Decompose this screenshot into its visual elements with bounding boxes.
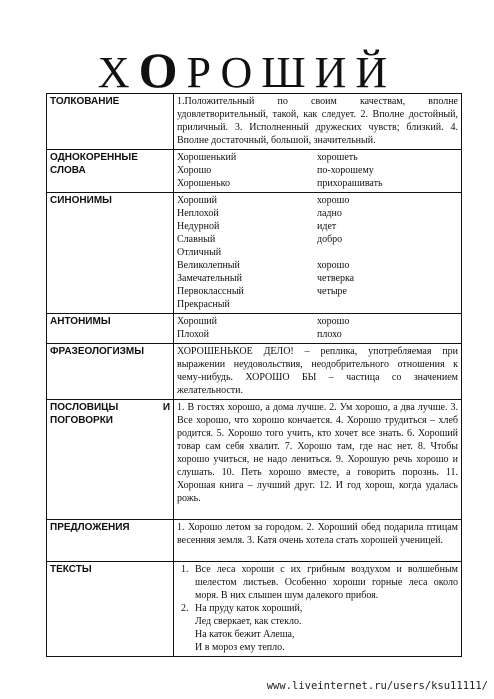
word: четверка [317,273,355,284]
word-pair [177,233,458,246]
word-pair [177,259,458,272]
word: Славный [177,234,216,245]
word-pair [177,207,458,220]
row-label: АНТОНИМЫ [47,314,174,344]
word-pair [177,164,458,177]
synonyms-list [174,193,462,314]
word: прихорашивать [317,178,383,189]
word: идет [317,221,337,232]
row-label [47,400,174,520]
word [317,298,458,311]
text-item: 1. Все леса хороши с их грибным воздухом и волшебным шелестом листьев. Особенно хороши горные леса около моря. В них слышен шум далекого прибоя. [191,563,458,602]
label-word: И [162,402,170,413]
poem-line: Лед сверкает, как стекло. [195,616,302,627]
word: четыре [317,286,347,297]
interpretation-text: 1.Положительный по своим качествам, вполне удовлетворительный, такой, как следует. 2. Вполне достойный, приличный. 3. Исполненный дружеских чувств; близкий. 4. Вполне достаточный, большой, значительный. [174,94,462,150]
poem-line: И в мороз ему тепло. [195,642,285,653]
word: ладно [317,208,342,219]
word: плохо [317,329,342,340]
word: Хорошо [177,165,212,176]
poem [177,615,458,654]
word: хорошо [317,316,350,327]
proverbs-text: 1. В гостях хорошо, а дома лучше. 2. Ум хорошо, а два лучше. 3. Все хорошо, что хорошо кончается. 4. Хорошо трудиться – хлеб родится. 5. Хорошо того учить, кто хочет все знать. 6. Хороший товар сам себя хвалит. 7. Хорошо там, где нас нет. 8. Чтобы хорошо учиться, не надо лениться. 9. Хорошую речь хорошо и слушать. 10. Петь хорошо вместе, а говорить порознь. 11. Хорошая книга – лучший друг. 12. И год хорош, когда удалась рожь. [174,400,462,520]
idioms-text: ХОРОШЕНЬКОЕ ДЕЛО! – реплика, употребляемая при выражении неудовольствия, неодобрительного отношения к чему-нибудь. ХОРОШО БЫ – частица со значением желательности. [174,344,462,400]
row-label: ТЕКСТЫ [47,562,174,657]
word: Хорошенький [177,152,237,163]
word: Плохой [177,329,209,340]
word: добро [317,234,343,245]
word: Хорошенько [177,178,230,189]
word: Прекрасный [177,299,230,310]
row-texts [47,562,462,657]
row-sentences [47,520,462,562]
row-antonyms [47,314,462,344]
sentences-text: 1. Хорошо летом за городом. 2. Хороший обед подарила птицам весенняя земля. 3. Катя очень хотела стать хорошей ученицей. [174,520,462,562]
text-item: 2. На пруду каток хороший, [191,602,458,615]
row-label [47,150,174,193]
title-letter-o: О [138,42,187,98]
row-label: ПРЕДЛОЖЕНИЯ [47,520,174,562]
word-pair [177,272,458,285]
title-letter-1: Х [97,48,139,97]
texts-content [174,562,462,657]
word-table [46,93,462,657]
row-label: ФРАЗЕОЛОГИЗМЫ [47,344,174,400]
label-line: ОДНОКОРЕННЫЕ [50,152,138,163]
row-label: СИНОНИМЫ [47,193,174,314]
label-word: ПОСЛОВИЦЫ [50,402,119,413]
label-line [50,401,170,414]
row-idioms [47,344,462,400]
word: хорошо [317,195,350,206]
word-pair [177,285,458,298]
word: Отличный [177,247,222,258]
word-pair [177,315,458,328]
row-cognates [47,150,462,193]
word-pair [177,177,458,190]
texts-list [177,563,458,615]
row-interpretation [47,94,462,150]
poem-line: На каток бежит Алеша, [195,629,295,640]
word: по-хорошему [317,165,374,176]
word: Великолепный [177,260,240,271]
row-synonyms [47,193,462,314]
label-line: ПОГОВОРКИ [50,415,113,426]
word: Хороший [177,195,217,206]
word-pair [177,328,458,341]
source-url: www.liveinternet.ru/users/ksu11111/ [266,680,488,692]
word-pair [177,246,458,259]
label-line: СЛОВА [50,165,86,176]
title-rest: РОШИЙ [186,48,397,97]
word: Первоклассный [177,286,244,297]
antonyms-list [174,314,462,344]
word: Неплохой [177,208,219,219]
cognates-list [174,150,462,193]
word: Замечательный [177,273,242,284]
word-pair [177,220,458,233]
word-pair [177,151,458,164]
word: Недурной [177,221,220,232]
word [317,246,458,259]
word-pair [177,298,458,311]
word-pair [177,194,458,207]
word: хорошо [317,260,350,271]
row-label: ТОЛКОВАНИЕ [47,94,174,150]
word: Хороший [177,316,217,327]
word: хорошеть [317,152,358,163]
row-proverbs [47,400,462,520]
